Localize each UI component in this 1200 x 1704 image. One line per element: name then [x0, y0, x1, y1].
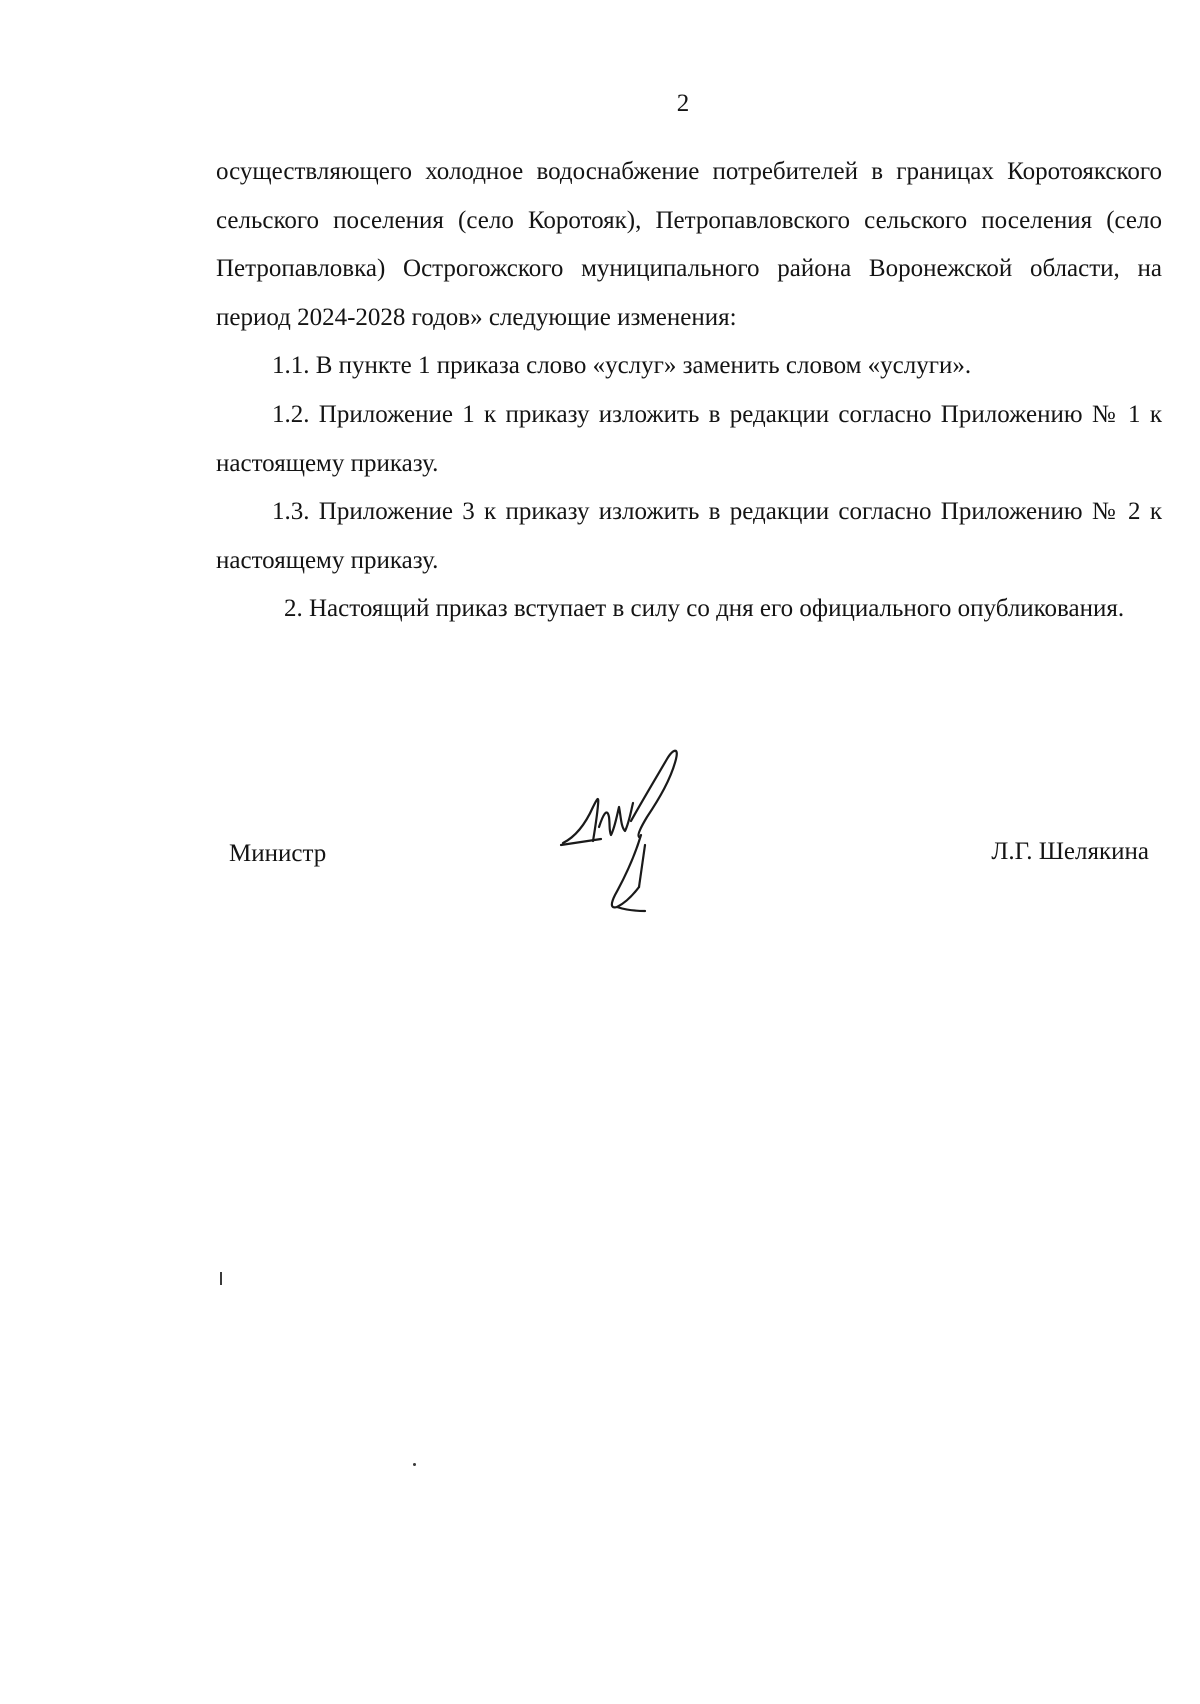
- paragraph-intro-continuation: осуществляющего холодное водоснабжение потребителей в границах Коротоякского сельского поселения (село Коротояк), Петропавловского сельского поселения (село Петропавловка) Острогожского муниципального района Воронежской области, на период 2024-2028 годов» следующие изменения:: [216, 158, 1162, 331]
- paragraph-1-1: 1.1. В пункте 1 приказа слово «услуг» заменить словом «услуги».: [272, 352, 972, 380]
- page-number: 2: [676, 90, 690, 117]
- scan-artifact-dot: [413, 1463, 416, 1466]
- handwritten-signature: [555, 745, 720, 920]
- paragraph-1-2: 1.2. Приложение 1 к приказу изложить в редакции согласно Приложению № 1 к настоящему приказу.: [216, 400, 1162, 477]
- signer-name: Л.Г. Шелякина: [991, 838, 1149, 865]
- scan-artifact-mark: [220, 1272, 222, 1285]
- signer-position: Министр: [229, 840, 327, 867]
- paragraph-1-3: 1.3. Приложение 3 к приказу изложить в редакции согласно Приложению № 2 к настоящему приказу.: [216, 498, 1162, 574]
- paragraph-2: 2. Настоящий приказ вступает в силу со дня его официального опубликования.: [284, 595, 1125, 623]
